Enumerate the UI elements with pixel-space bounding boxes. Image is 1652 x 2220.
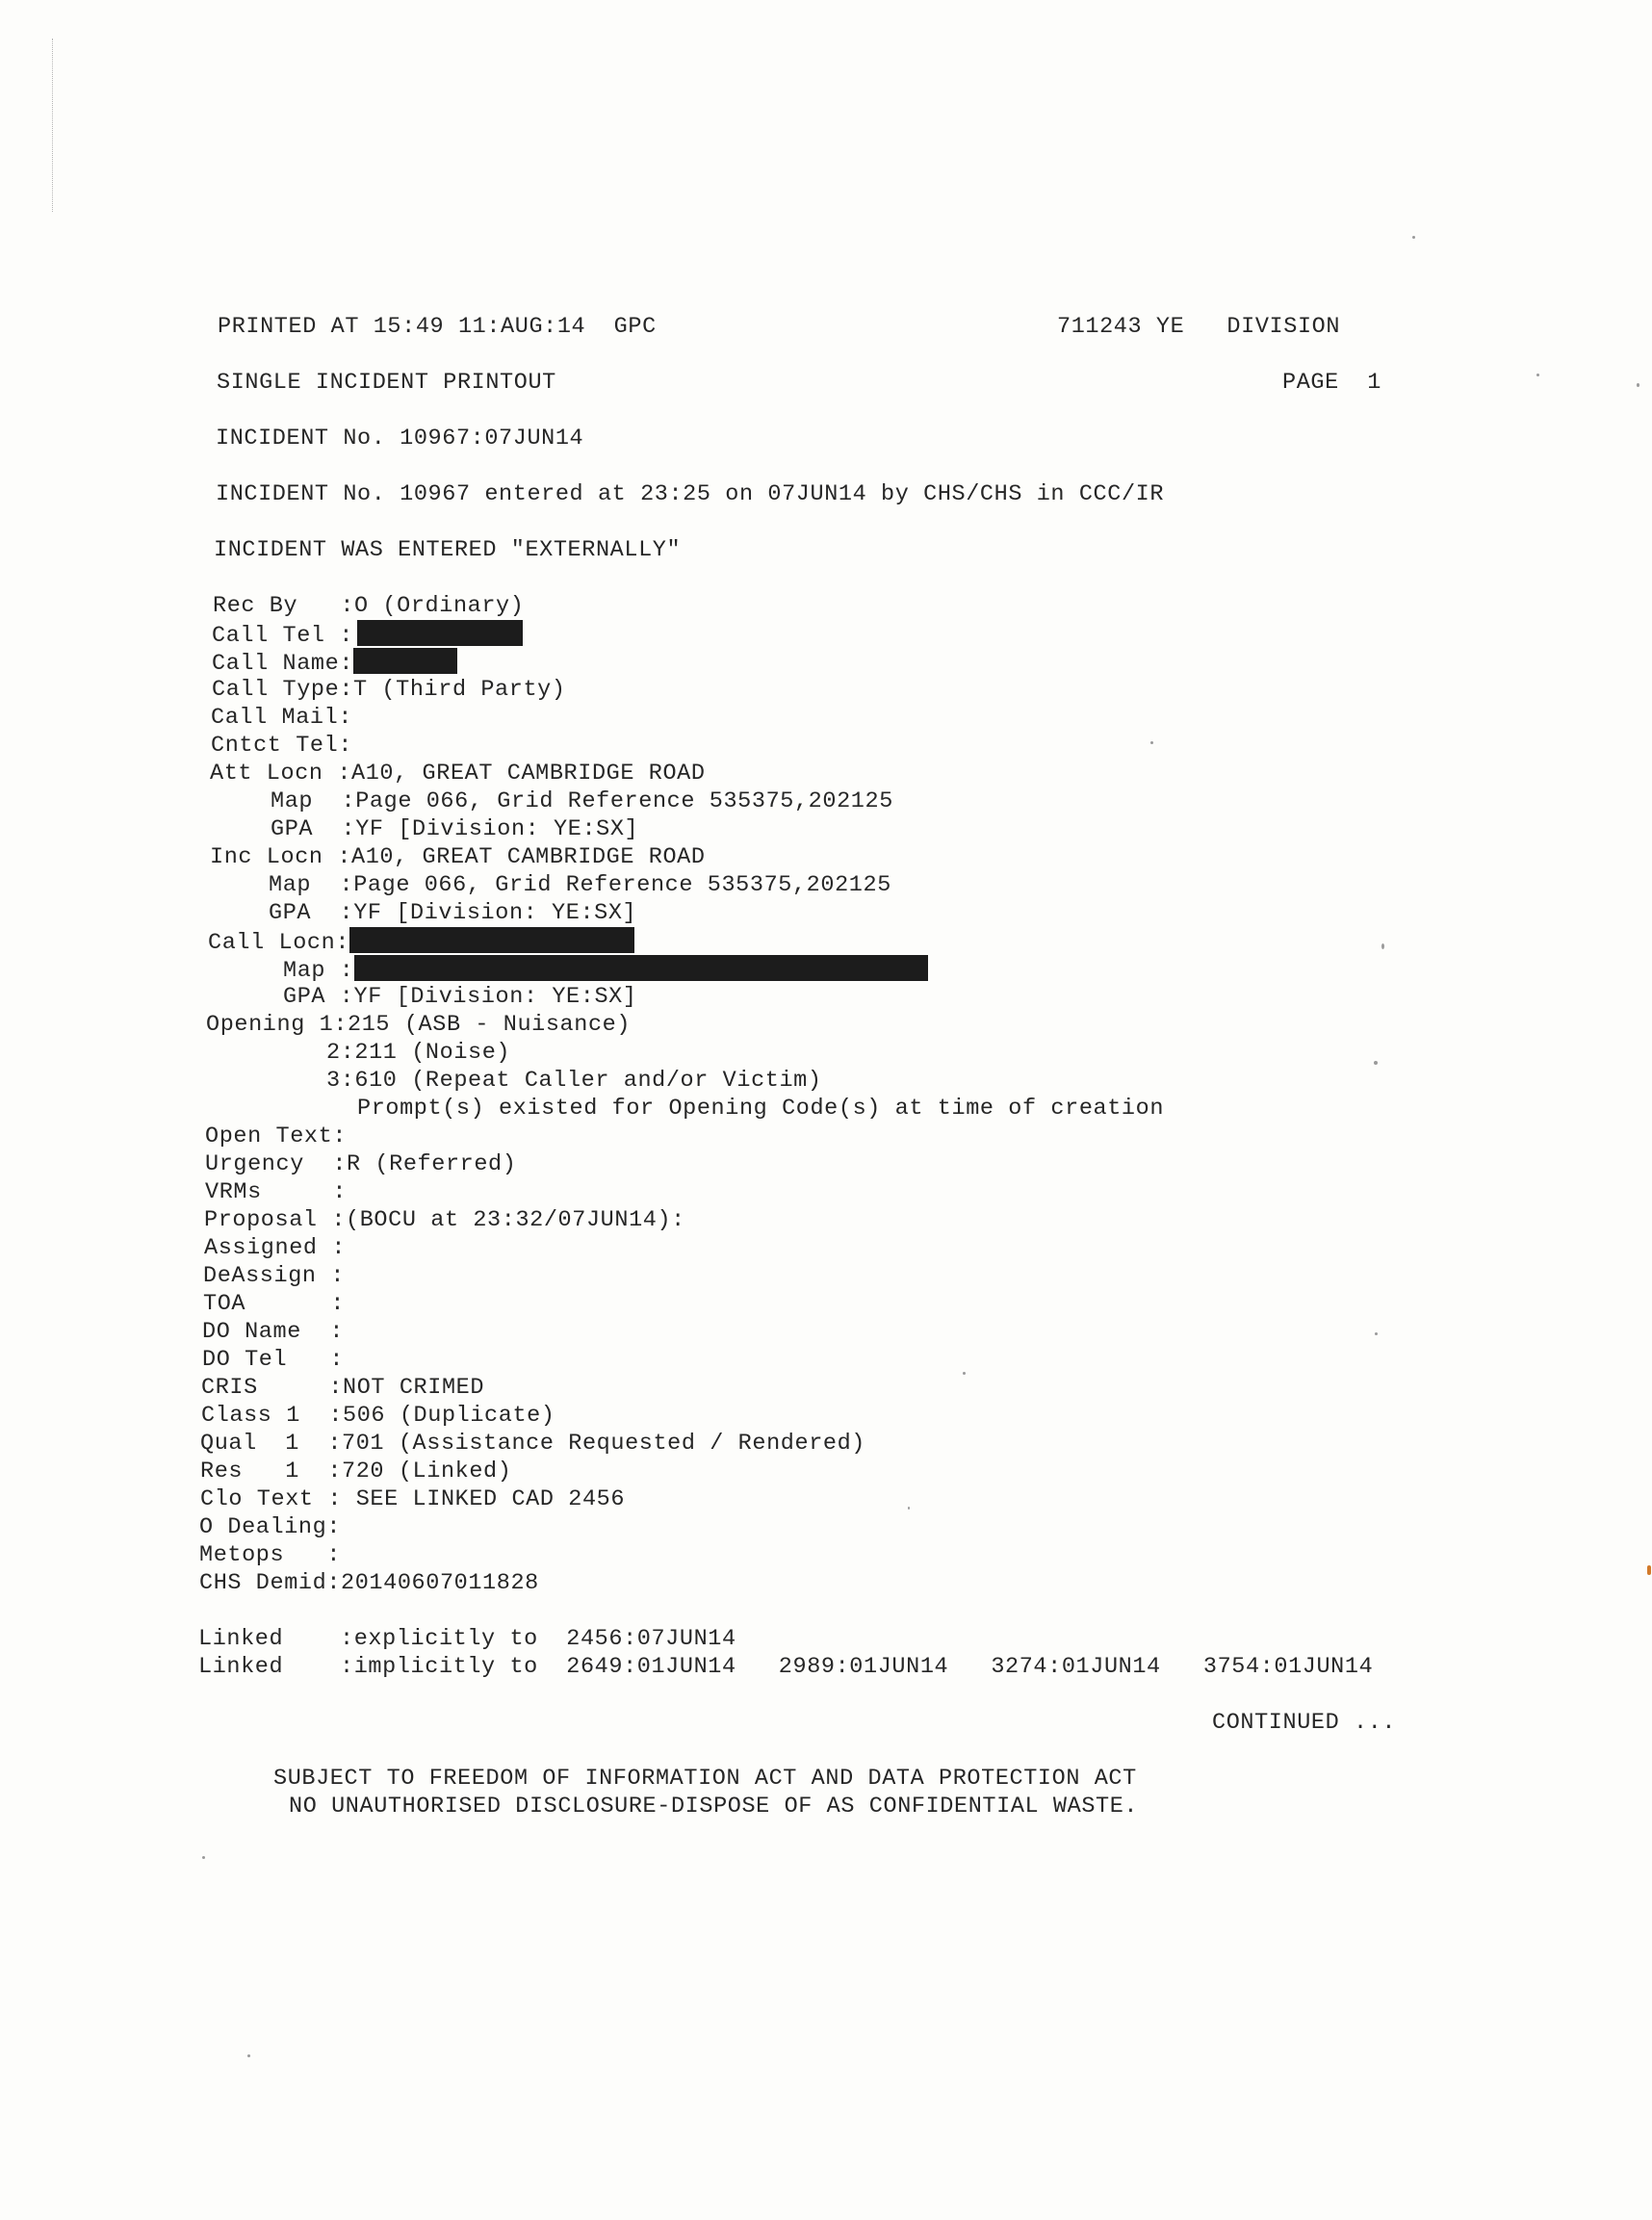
attendance-gpa-field: GPA :YF [Division: YE:SX] <box>271 816 639 842</box>
scan-speck <box>1412 236 1415 239</box>
call-name-label: Call Name: <box>212 651 354 677</box>
scan-speck <box>1536 374 1539 376</box>
qualifier-field: Qual 1 :701 (Assistance Requested / Rendered) <box>200 1431 866 1457</box>
redaction-box <box>349 927 634 953</box>
contact-tel-field: Cntct Tel: <box>211 733 353 759</box>
scan-speck <box>1637 383 1639 387</box>
deassign-field: DeAssign : <box>203 1263 346 1289</box>
open-text-field: Open Text: <box>205 1123 348 1149</box>
scan-speck <box>247 2054 250 2057</box>
opening-code-3: 3:610 (Repeat Caller and/or Victim) <box>326 1068 822 1094</box>
call-gpa-field: GPA :YF [Division: YE:SX] <box>283 984 637 1010</box>
scan-speck <box>1375 1332 1378 1335</box>
scan-edge-marks <box>52 39 57 212</box>
class-field: Class 1 :506 (Duplicate) <box>201 1403 555 1429</box>
attendance-map-field: Map :Page 066, Grid Reference 535375,202125 <box>271 788 893 814</box>
foi-notice: SUBJECT TO FREEDOM OF INFORMATION ACT AND DATA PROTECTION ACT <box>273 1766 1137 1792</box>
call-map-label: Map : <box>283 958 354 984</box>
opening-prompts-note: Prompt(s) existed for Opening Code(s) at time of creation <box>357 1096 1165 1122</box>
scan-speck <box>1374 1061 1378 1065</box>
incident-entered: INCIDENT No. 10967 entered at 23:25 on 07JUN14 by CHS/CHS in CCC/IR <box>216 481 1165 507</box>
division-code: 711243 YE DIVISION <box>1057 314 1341 340</box>
redaction-box <box>354 955 928 981</box>
call-type-field: Call Type:T (Third Party) <box>212 677 566 703</box>
disposal-notice: NO UNAUTHORISED DISCLOSURE-DISPOSE OF AS CONFIDENTIAL WASTE. <box>289 1794 1139 1820</box>
result-field: Res 1 :720 (Linked) <box>200 1458 512 1484</box>
scan-speck <box>908 1507 910 1510</box>
opening-code-2: 2:211 (Noise) <box>326 1040 511 1066</box>
call-map-field <box>283 955 928 985</box>
rec-by-field: Rec By :O (Ordinary) <box>213 593 525 619</box>
redaction-box <box>357 620 523 646</box>
attendance-location-field: Att Locn :A10, GREAT CAMBRIDGE ROAD <box>210 761 706 787</box>
printed-at: PRINTED AT 15:49 11:AUG:14 GPC <box>218 314 657 340</box>
incident-gpa-field: GPA :YF [Division: YE:SX] <box>269 900 637 926</box>
page-number: PAGE 1 <box>1282 370 1381 396</box>
call-location-field <box>208 927 634 957</box>
scan-mark <box>1647 1565 1651 1575</box>
call-location-label: Call Locn: <box>208 930 350 956</box>
chs-demid-field: CHS Demid:20140607011828 <box>199 1570 539 1596</box>
toa-field: TOA : <box>203 1291 346 1317</box>
vrms-field: VRMs : <box>205 1179 348 1205</box>
proposal-field: Proposal :(BOCU at 23:32/07JUN14): <box>204 1207 685 1233</box>
linked-implicit: Linked :implicitly to 2649:01JUN14 2989:01JUN14 3274:01JUN14 3754:01JUN14 <box>198 1654 1374 1680</box>
redaction-box <box>353 648 457 674</box>
incident-location-field: Inc Locn :A10, GREAT CAMBRIDGE ROAD <box>210 844 706 870</box>
call-name-field <box>212 648 457 678</box>
scan-speck <box>963 1372 966 1375</box>
scan-speck <box>1381 943 1384 949</box>
call-mail-field: Call Mail: <box>211 705 353 731</box>
entered-externally: INCIDENT WAS ENTERED "EXTERNALLY" <box>214 537 682 563</box>
linked-explicit: Linked :explicitly to 2456:07JUN14 <box>198 1626 736 1652</box>
do-name-field: DO Name : <box>202 1319 345 1345</box>
cris-field: CRIS :NOT CRIMED <box>201 1375 485 1401</box>
scan-speck <box>1150 741 1153 744</box>
incident-map-field: Map :Page 066, Grid Reference 535375,202125 <box>269 872 891 898</box>
metops-field: Metops : <box>199 1542 342 1568</box>
opening-code-1: Opening 1:215 (ASB - Nuisance) <box>206 1012 632 1038</box>
incident-number: INCIDENT No. 10967:07JUN14 <box>216 426 584 452</box>
urgency-field: Urgency :R (Referred) <box>205 1151 517 1177</box>
call-tel-label: Call Tel : <box>212 623 354 649</box>
closing-text-field: Clo Text : SEE LINKED CAD 2456 <box>200 1486 626 1512</box>
continued-note: CONTINUED ... <box>1212 1710 1397 1736</box>
document-title: SINGLE INCIDENT PRINTOUT <box>217 370 556 396</box>
call-tel-field <box>212 620 523 650</box>
scan-speck <box>202 1856 205 1859</box>
o-dealing-field: O Dealing: <box>199 1514 342 1540</box>
assigned-field: Assigned : <box>204 1235 347 1261</box>
do-tel-field: DO Tel : <box>202 1347 345 1373</box>
